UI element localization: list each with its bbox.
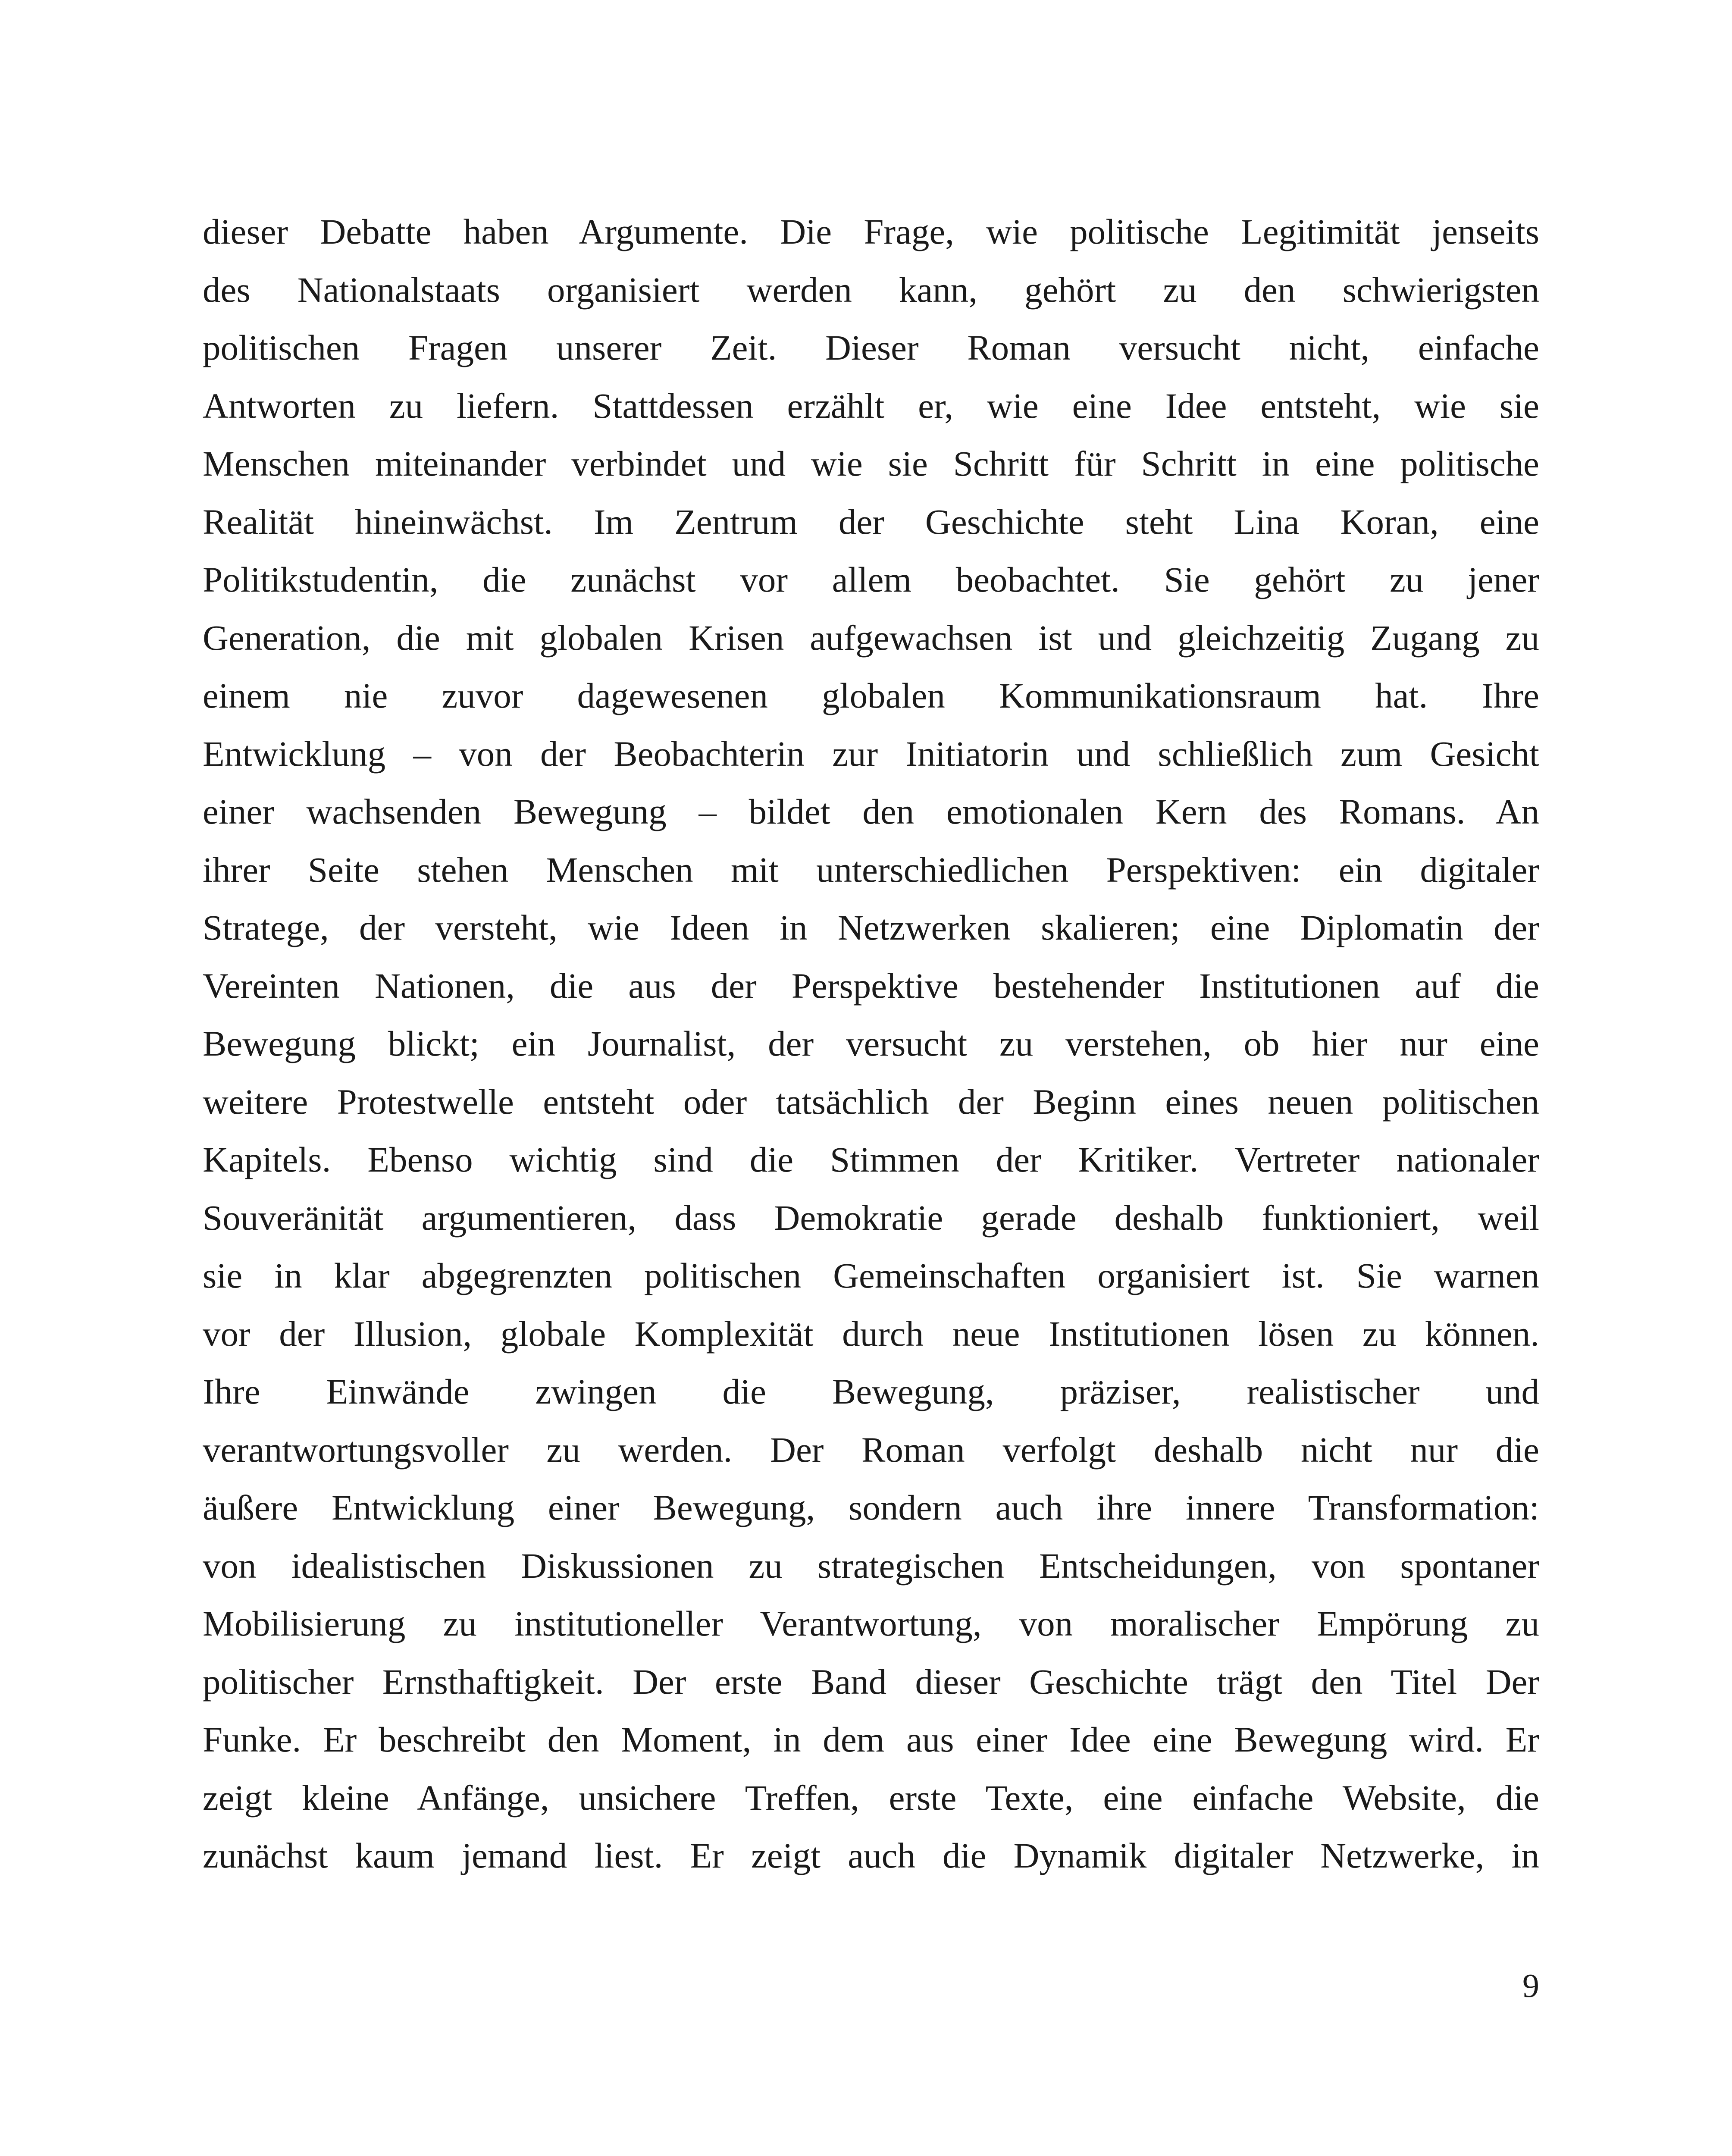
- text-line-10: Entwicklung – von der Beobachterin zur Initiatorin und schließlich zum Gesicht: [203, 733, 1539, 774]
- text-line-7: Politikstudentin, die zunächst vor allem beobachtet. Sie gehört zu jener: [203, 560, 1539, 599]
- text-line-24: von idealistischen Diskussionen zu strategischen Entscheidungen, von spontaner: [203, 1545, 1539, 1586]
- text-line-12: ihrer Seite stehen Menschen mit unterschiedlichen Perspektiven: ein digitaler: [203, 849, 1539, 890]
- text-line-19: sie in klar abgegrenzten politischen Gemeinschaften organisiert ist. Sie warnen: [203, 1256, 1539, 1295]
- text-line-11: einer wachsenden Bewegung – bildet den emotionalen Kern des Romans. An: [203, 792, 1539, 831]
- text-line-8: Generation, die mit globalen Krisen aufgewachsen ist und gleichzeitig Zugang zu: [203, 617, 1539, 658]
- text-line-16: weitere Protestwelle entsteht oder tatsächlich der Beginn eines neuen politischen: [203, 1081, 1539, 1122]
- text-line-21: Ihre Einwände zwingen die Bewegung, präziser, realistischer und: [203, 1372, 1539, 1411]
- text-line-22: verantwortungsvoller zu werden. Der Roman verfolgt deshalb nicht nur die: [203, 1429, 1539, 1470]
- text-line-15: Bewegung blickt; ein Journalist, der versucht zu verstehen, ob hier nur eine: [203, 1024, 1539, 1063]
- text-line-23: äußere Entwicklung einer Bewegung, sondern auch ihre innere Transformation:: [203, 1488, 1539, 1527]
- text-line-13: Stratege, der versteht, wie Ideen in Netzwerken skalieren; eine Diplomatin der: [203, 908, 1539, 947]
- text-line-28: zeigt kleine Anfänge, unsichere Treffen, erste Texte, eine einfache Website, die: [203, 1777, 1539, 1818]
- text-line-25: Mobilisierung zu institutioneller Verantwortung, von moralischer Empörung zu: [203, 1604, 1539, 1643]
- text-line-4: Antworten zu liefern. Stattdessen erzählt er, wie eine Idee entsteht, wie sie: [203, 385, 1539, 426]
- text-line-9: einem nie zuvor dagewesenen globalen Kommunikationsraum hat. Ihre: [203, 676, 1539, 715]
- text-line-2: des Nationalstaats organisiert werden kann, gehört zu den schwierigsten: [203, 270, 1539, 310]
- page-number: 9: [1522, 1967, 1539, 2004]
- text-line-1: dieser Debatte haben Argumente. Die Frage, wie politische Legitimität jenseits: [203, 212, 1539, 251]
- text-line-6: Realität hineinwächst. Im Zentrum der Geschichte steht Lina Koran, eine: [203, 501, 1539, 542]
- body-text: [203, 203, 1539, 1885]
- text-line-5: Menschen miteinander verbindet und wie sie Schritt für Schritt in eine politische: [203, 444, 1539, 483]
- text-line-18: Souveränität argumentieren, dass Demokratie gerade deshalb funktioniert, weil: [203, 1197, 1539, 1238]
- text-line-20: vor der Illusion, globale Komplexität durch neue Institutionen lösen zu können.: [203, 1313, 1539, 1354]
- text-line-3: politischen Fragen unserer Zeit. Dieser Roman versucht nicht, einfache: [203, 328, 1539, 367]
- text-line-26: politischer Ernsthaftigkeit. Der erste Band dieser Geschichte trägt den Titel Der: [203, 1661, 1539, 1702]
- text-line-17: Kapitels. Ebenso wichtig sind die Stimmen der Kritiker. Vertreter nationaler: [203, 1140, 1539, 1179]
- text-line-27: Funke. Er beschreibt den Moment, in dem aus einer Idee eine Bewegung wird. Er: [203, 1720, 1539, 1759]
- text-line-14: Vereinten Nationen, die aus der Perspektive bestehender Institutionen auf die: [203, 965, 1539, 1006]
- text-line-29: zunächst kaum jemand liest. Er zeigt auch die Dynamik digitaler Netzwerke, in: [203, 1836, 1539, 1875]
